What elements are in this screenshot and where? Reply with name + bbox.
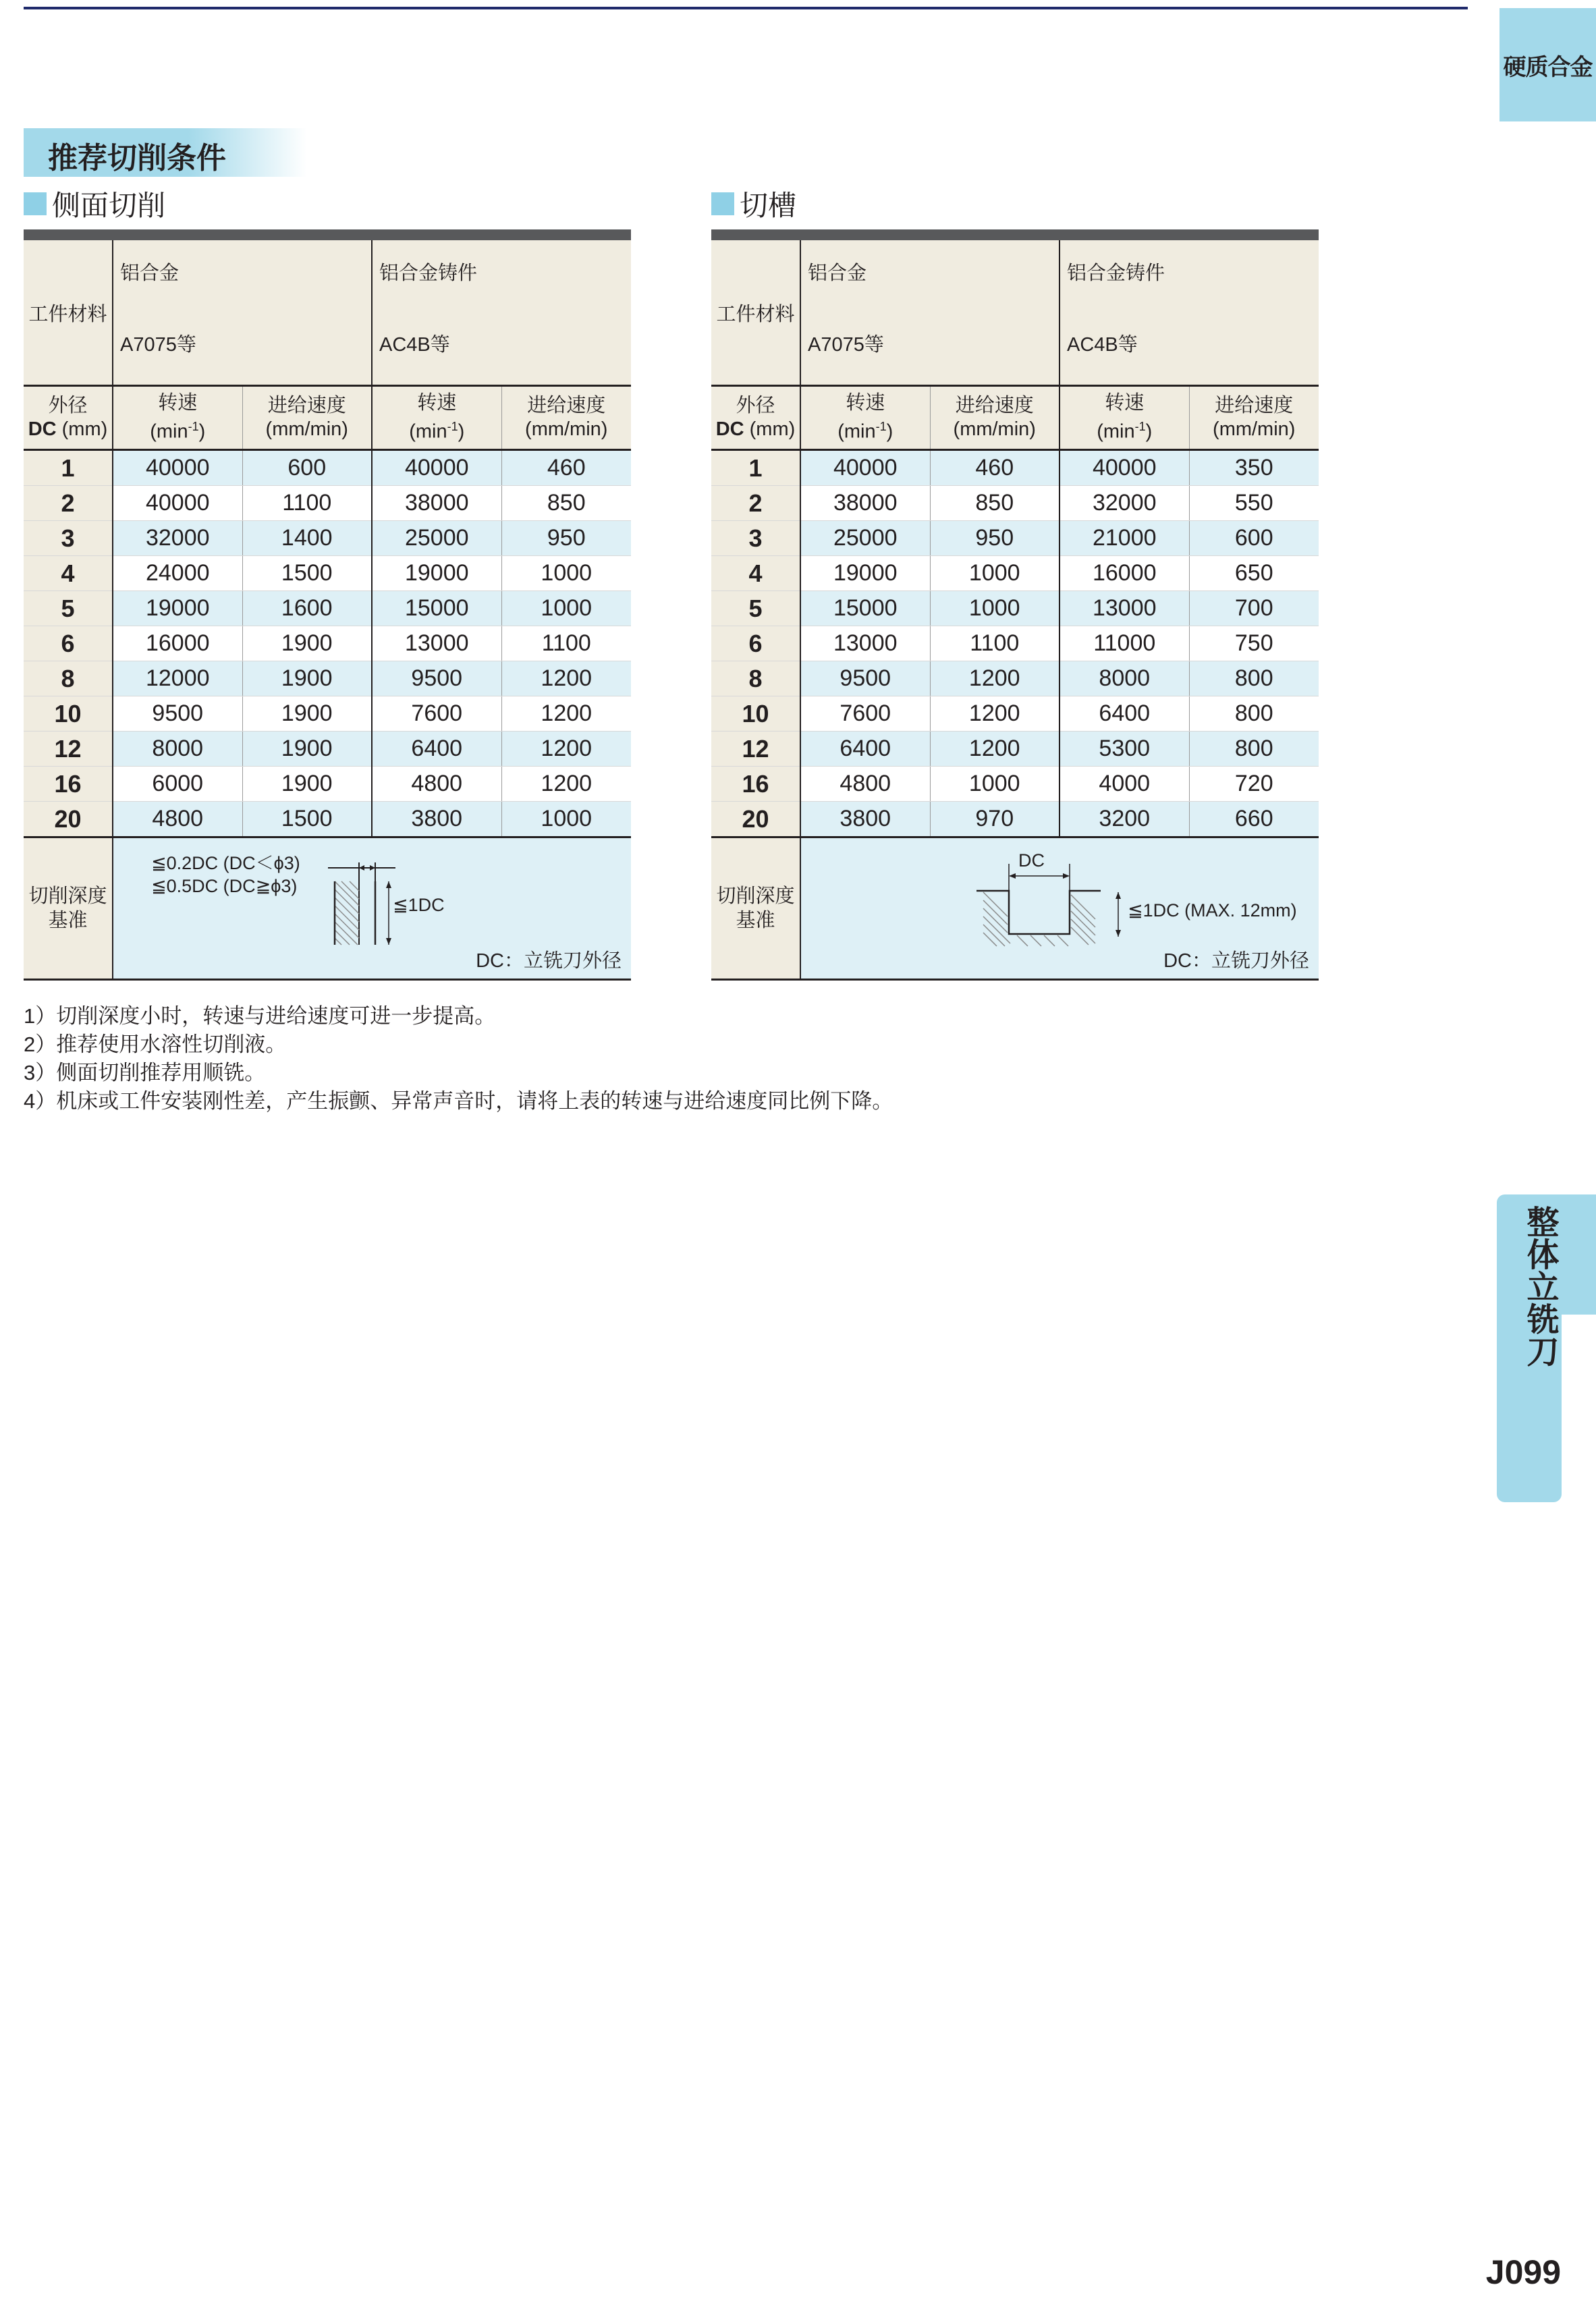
material-row	[24, 240, 631, 386]
material-grade: AC4B等	[1067, 334, 1138, 356]
table-row	[24, 486, 631, 521]
square-bullet-icon	[24, 192, 47, 215]
cell-speed: 6400	[1060, 696, 1189, 732]
cell-dc: 2	[711, 486, 800, 521]
cell-speed: 6400	[372, 732, 501, 767]
cell-dc: 20	[24, 802, 113, 837]
cell-feed: 1100	[242, 486, 372, 521]
depth-top-label: DC	[1018, 850, 1045, 871]
cell-dc: 8	[711, 661, 800, 696]
category-tab-label: 硬质合金	[1503, 54, 1593, 80]
cell-speed: 25000	[800, 521, 930, 556]
header-speed: 转速 $(\min^{-1})$	[113, 386, 242, 450]
dc-definition-note: DC：立铣刀外径	[1163, 950, 1309, 972]
cell-speed: 8000	[113, 732, 242, 767]
table-row	[711, 556, 1319, 591]
cell-speed: 32000	[113, 521, 242, 556]
cell-dc: 12	[711, 732, 800, 767]
cell-feed: 1000	[501, 802, 631, 837]
cell-dc: 20	[711, 802, 800, 837]
table-row	[711, 521, 1319, 556]
cell-feed: 600	[1189, 521, 1319, 556]
cutting-conditions-table	[711, 240, 1319, 981]
material-row	[711, 240, 1319, 386]
table-row	[711, 486, 1319, 521]
depth-label: 切削深度 基准	[711, 837, 800, 980]
footnotes	[24, 1002, 893, 1116]
depth-diagram-side	[113, 837, 631, 980]
table-row	[24, 626, 631, 661]
material-label: 工件材料	[711, 240, 800, 386]
cell-speed: 3800	[800, 802, 930, 837]
cell-feed: 1000	[930, 556, 1060, 591]
cell-speed: 16000	[113, 626, 242, 661]
cell-feed: 970	[930, 802, 1060, 837]
material-aluminum	[800, 240, 1060, 386]
depth-note: ≦0.5DC (DC≧ϕ3)	[151, 876, 298, 896]
table-row	[24, 450, 631, 486]
cell-feed: 660	[1189, 802, 1319, 837]
table-row	[24, 591, 631, 626]
cell-speed: 19000	[113, 591, 242, 626]
cell-speed: 6000	[113, 767, 242, 802]
table-top-bar	[711, 229, 1319, 240]
subheading-side-milling	[24, 184, 165, 224]
section-title-text: 推荐切削条件	[48, 142, 226, 175]
cell-dc: 1	[24, 450, 113, 486]
depth-note: ≦0.2DC (DC＜ϕ3)	[151, 853, 300, 873]
cell-feed: 850	[501, 486, 631, 521]
depth-dimension: ≦1DC (MAX. 12mm)	[1128, 900, 1297, 920]
cell-feed: 950	[930, 521, 1060, 556]
cell-dc: 6	[24, 626, 113, 661]
material-label: 工件材料	[24, 240, 113, 386]
cell-feed: 460	[930, 450, 1060, 486]
cell-dc: 4	[711, 556, 800, 591]
cell-dc: 3	[711, 521, 800, 556]
cell-speed: 40000	[113, 450, 242, 486]
cell-dc: 8	[24, 661, 113, 696]
cell-dc: 5	[24, 591, 113, 626]
header-dc: 外径 DC (mm)	[24, 386, 113, 450]
cell-dc: 4	[24, 556, 113, 591]
cell-feed: 1200	[501, 732, 631, 767]
cell-speed: 9500	[372, 661, 501, 696]
header-feed: 进给速度 (mm/min)	[1189, 386, 1319, 450]
cell-dc: 12	[24, 732, 113, 767]
material-aluminum-casting	[372, 240, 631, 386]
cell-speed: 13000	[372, 626, 501, 661]
header-speed: 转速 $(\min^{-1})$	[372, 386, 501, 450]
cell-dc: 16	[24, 767, 113, 802]
cell-speed: 3800	[372, 802, 501, 837]
material-name: 铝合金	[120, 263, 180, 284]
cell-speed: 13000	[1060, 591, 1189, 626]
cell-speed: 21000	[1060, 521, 1189, 556]
subheading-text: 切槽	[740, 190, 797, 221]
section-tab-label: 整体立铣刀	[1522, 1205, 1558, 1367]
cell-feed: 1200	[501, 767, 631, 802]
cell-feed: 700	[1189, 591, 1319, 626]
cell-speed: 40000	[800, 450, 930, 486]
square-bullet-icon	[711, 192, 734, 215]
cell-speed: 8000	[1060, 661, 1189, 696]
column-header-row	[24, 386, 631, 450]
table-row	[711, 661, 1319, 696]
cell-feed: 1200	[930, 661, 1060, 696]
table-row	[24, 521, 631, 556]
cell-dc: 10	[24, 696, 113, 732]
table-row	[24, 556, 631, 591]
material-grade: AC4B等	[379, 334, 450, 356]
header-feed: 进给速度 (mm/min)	[242, 386, 372, 450]
cell-feed: 550	[1189, 486, 1319, 521]
depth-of-cut-row	[24, 837, 631, 980]
cell-speed: 40000	[113, 486, 242, 521]
header-dc: 外径 DC (mm)	[711, 386, 800, 450]
cell-speed: 3200	[1060, 802, 1189, 837]
cell-speed: 16000	[1060, 556, 1189, 591]
cell-speed: 4800	[800, 767, 930, 802]
cell-speed: 4800	[113, 802, 242, 837]
subheading-text: 侧面切削	[52, 190, 166, 221]
cell-speed: 6400	[800, 732, 930, 767]
cell-feed: 1000	[930, 591, 1060, 626]
material-name: 铝合金	[808, 263, 867, 284]
cell-feed: 650	[1189, 556, 1319, 591]
footnote: 3）侧面切削推荐用顺铣。	[24, 1061, 266, 1084]
cell-speed: 9500	[800, 661, 930, 696]
cutting-table-slotting	[711, 229, 1319, 981]
cell-feed: 1900	[242, 696, 372, 732]
table-row	[24, 767, 631, 802]
cell-dc: 2	[24, 486, 113, 521]
table-row	[711, 626, 1319, 661]
cell-speed: 5300	[1060, 732, 1189, 767]
cell-feed: 1900	[242, 661, 372, 696]
cell-feed: 1200	[930, 696, 1060, 732]
page-number: J099	[1485, 2253, 1561, 2291]
top-rule	[24, 7, 1468, 9]
header-speed: 转速 $(\min^{-1})$	[1060, 386, 1189, 450]
table-row	[711, 802, 1319, 837]
cell-feed: 1900	[242, 767, 372, 802]
material-name: 铝合金铸件	[1067, 263, 1165, 284]
cell-dc: 6	[711, 626, 800, 661]
cell-speed: 32000	[1060, 486, 1189, 521]
cell-speed: 4800	[372, 767, 501, 802]
cell-speed: 4000	[1060, 767, 1189, 802]
footnote: 2）推荐使用水溶性切削液。	[24, 1033, 287, 1056]
header-speed: 转速 $(\min^{-1})$	[800, 386, 930, 450]
cell-feed: 750	[1189, 626, 1319, 661]
material-aluminum-casting	[1060, 240, 1319, 386]
cell-speed: 7600	[372, 696, 501, 732]
cell-feed: 460	[501, 450, 631, 486]
cell-speed: 15000	[372, 591, 501, 626]
table-row	[711, 696, 1319, 732]
cell-speed: 24000	[113, 556, 242, 591]
cell-dc: 1	[711, 450, 800, 486]
cell-speed: 19000	[800, 556, 930, 591]
cell-feed: 1900	[242, 626, 372, 661]
table-row	[711, 450, 1319, 486]
dc-definition-note: DC：立铣刀外径	[476, 950, 622, 972]
cell-feed: 720	[1189, 767, 1319, 802]
cell-feed: 1200	[930, 732, 1060, 767]
material-grade: A7075等	[808, 334, 884, 356]
cell-dc: 3	[24, 521, 113, 556]
cell-dc: 5	[711, 591, 800, 626]
footnote: 4）机床或工件安装刚性差，产生振颤、异常声音时，请将上表的转速与进给速度同比例下降。	[24, 1089, 893, 1113]
table-row	[711, 591, 1319, 626]
cutting-table-side-milling	[24, 229, 631, 981]
cell-feed: 950	[501, 521, 631, 556]
cell-feed: 1500	[242, 556, 372, 591]
cell-speed: 40000	[372, 450, 501, 486]
slotting-diagram-icon	[956, 850, 1111, 965]
footnote: 1）切削深度小时，转速与进给速度可进一步提高。	[24, 1004, 496, 1028]
cell-speed: 13000	[800, 626, 930, 661]
section-title	[24, 128, 307, 177]
cell-speed: 7600	[800, 696, 930, 732]
cell-feed: 800	[1189, 696, 1319, 732]
cell-dc: 16	[711, 767, 800, 802]
cell-feed: 1000	[501, 591, 631, 626]
table-row	[24, 696, 631, 732]
table-row	[24, 661, 631, 696]
cell-speed: 40000	[1060, 450, 1189, 486]
cell-feed: 1100	[930, 626, 1060, 661]
cell-speed: 9500	[113, 696, 242, 732]
header-feed: 进给速度 (mm/min)	[501, 386, 631, 450]
table-row	[711, 732, 1319, 767]
table-row	[24, 732, 631, 767]
material-name: 铝合金铸件	[379, 263, 478, 284]
subheading-slotting	[711, 184, 796, 224]
cell-feed: 800	[1189, 661, 1319, 696]
depth-of-cut-row	[711, 837, 1319, 980]
depth-dimension: ≦1DC	[393, 895, 445, 915]
cell-speed: 12000	[113, 661, 242, 696]
category-tab-carbide[interactable]	[1499, 8, 1596, 121]
cell-feed: 1200	[501, 696, 631, 732]
table-top-bar	[24, 229, 631, 240]
cell-feed: 850	[930, 486, 1060, 521]
table-row	[711, 767, 1319, 802]
cell-speed: 11000	[1060, 626, 1189, 661]
cell-feed: 1000	[930, 767, 1060, 802]
cell-feed: 1200	[501, 661, 631, 696]
cell-feed: 350	[1189, 450, 1319, 486]
depth-label: 切削深度 基准	[24, 837, 113, 980]
table-row	[24, 802, 631, 837]
cell-speed: 19000	[372, 556, 501, 591]
cell-speed: 15000	[800, 591, 930, 626]
depth-diagram-slot	[800, 837, 1319, 980]
cell-feed: 1000	[501, 556, 631, 591]
column-header-row	[711, 386, 1319, 450]
cutting-conditions-table	[24, 240, 631, 981]
cell-feed: 1100	[501, 626, 631, 661]
cell-feed: 1400	[242, 521, 372, 556]
cell-feed: 600	[242, 450, 372, 486]
cell-feed: 1900	[242, 732, 372, 767]
cell-feed: 1600	[242, 591, 372, 626]
cell-speed: 38000	[800, 486, 930, 521]
cell-feed: 800	[1189, 732, 1319, 767]
cell-speed: 25000	[372, 521, 501, 556]
cell-dc: 10	[711, 696, 800, 732]
material-grade: A7075等	[120, 334, 196, 356]
material-aluminum	[113, 240, 372, 386]
cell-feed: 1500	[242, 802, 372, 837]
header-feed: 进给速度 (mm/min)	[930, 386, 1060, 450]
cell-speed: 38000	[372, 486, 501, 521]
